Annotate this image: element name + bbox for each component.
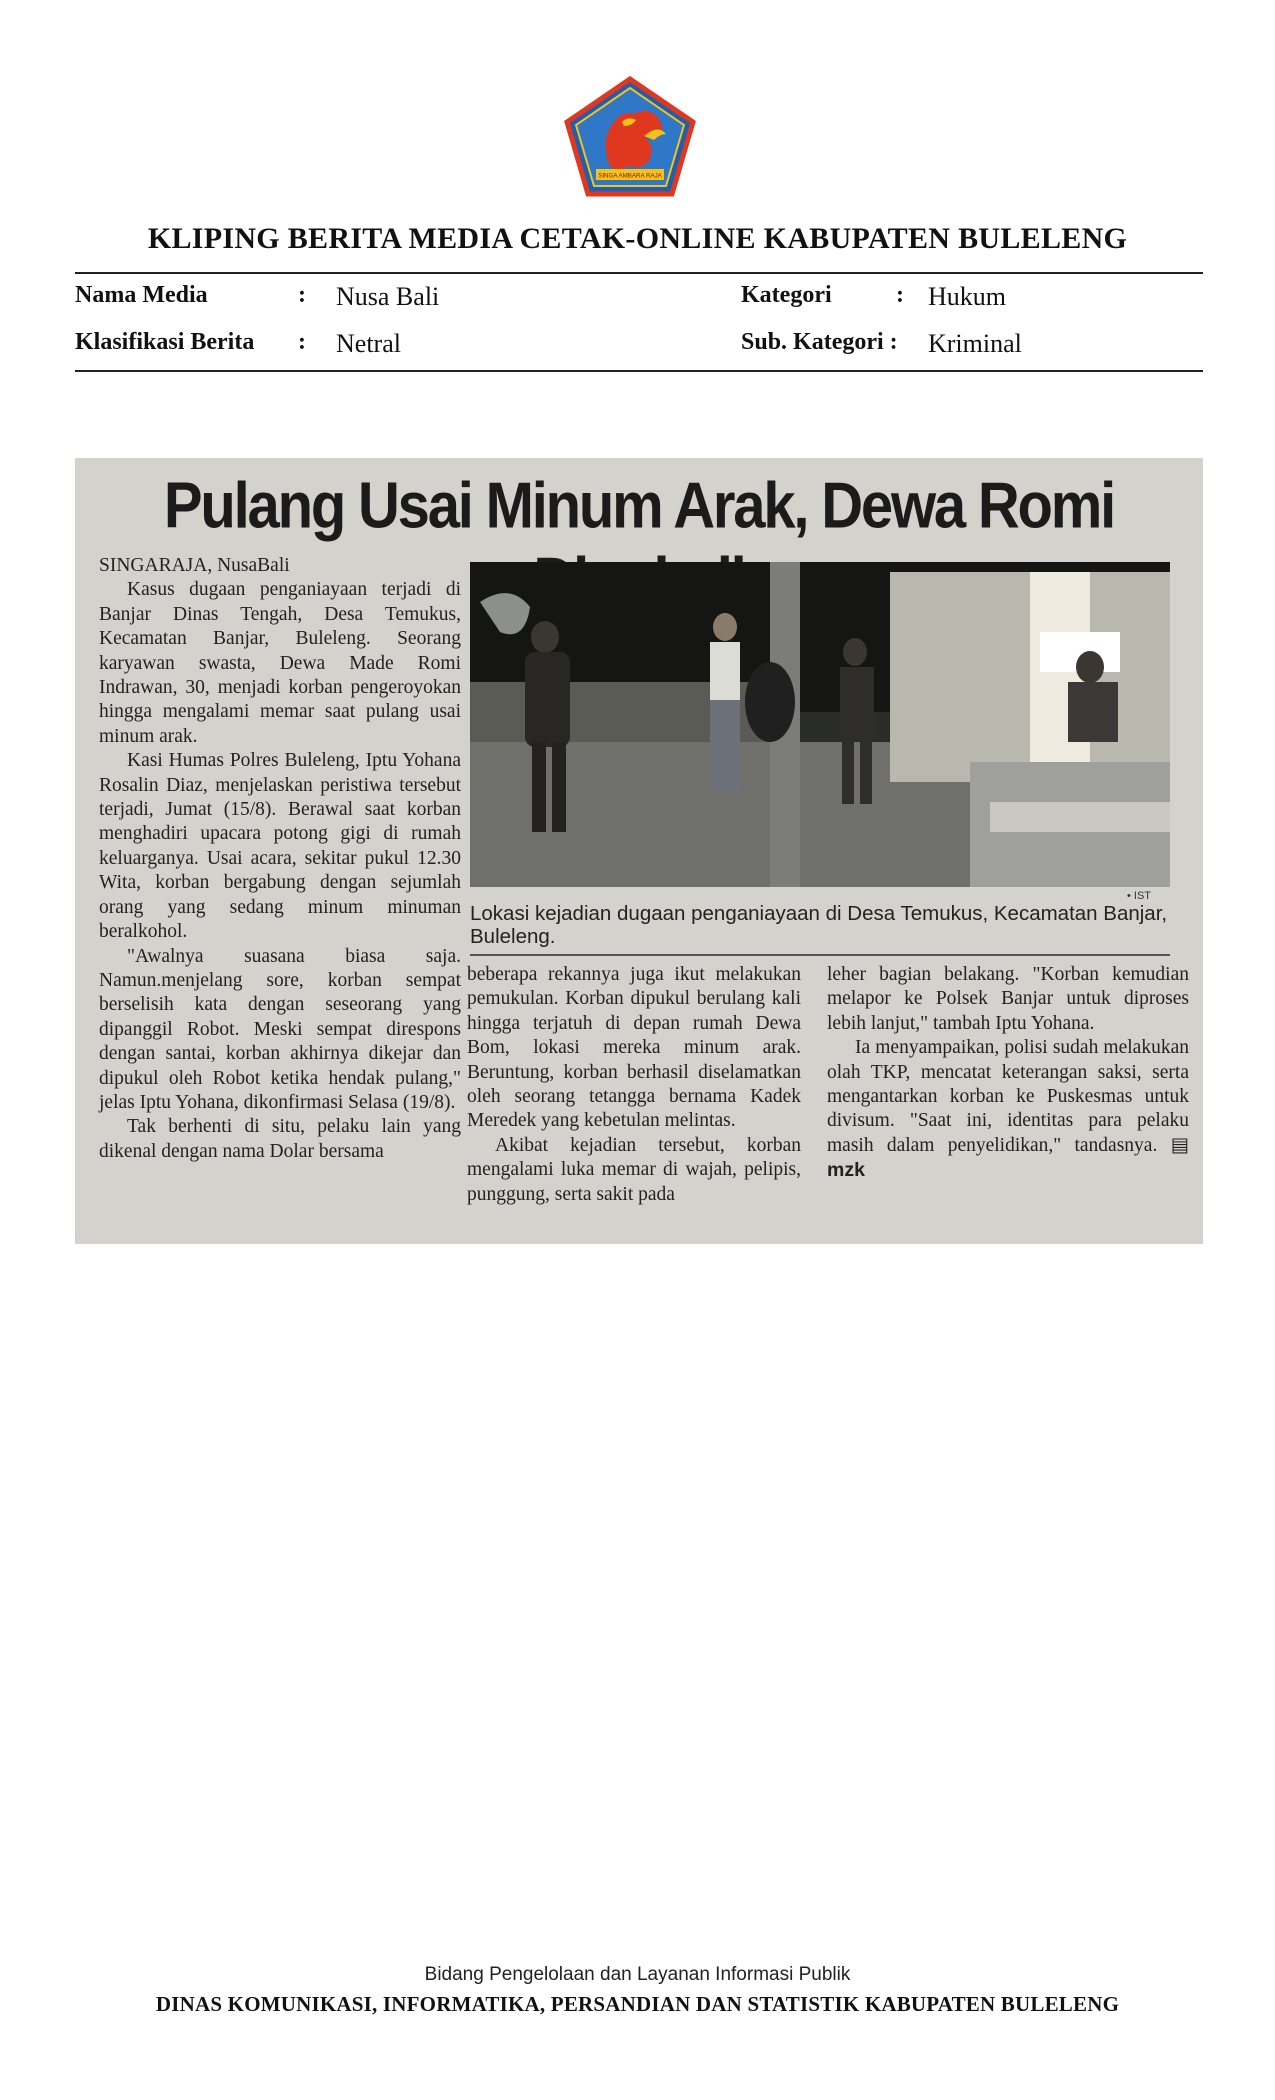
- article-paragraph: leher bagian belakang. "Korban kemudian melapor ke Polsek Banjar untuk diproses lebih lanjut," tambah Iptu Yohana.: [827, 964, 1189, 1034]
- meta-kategori-colon: :: [896, 282, 904, 308]
- meta-divider: [75, 370, 1203, 372]
- article-column-3: [827, 963, 1189, 1184]
- svg-text:SINGA AMBARA RAJA: SINGA AMBARA RAJA: [598, 172, 662, 180]
- article-paragraph: Kasi Humas Polres Buleleng, Iptu Yohana Rosalin Diaz, menjelaskan peristiwa tersebut terjadi, Jumat (15/8). Berawal saat korban menghadiri upacara potong gigi di rumah keluarganya. Usai acara, sekitar pukul 12.30 Wita, korban bergabung dengan sejumlah orang yang sedang minum minuman beralkohol.: [99, 750, 461, 943]
- author-signature: mzk: [827, 1159, 865, 1182]
- header-divider: [75, 272, 1203, 274]
- article-paragraph: Akibat kejadian tersebut, korban mengalami luka memar di wajah, pelipis, punggung, serta sakit pada: [467, 1134, 801, 1205]
- meta-nama-media-value: Nusa Bali: [336, 282, 440, 311]
- news-photo: [470, 562, 1170, 887]
- newspaper-icon: ▤: [1170, 1134, 1189, 1156]
- article-column-1: [99, 554, 461, 1164]
- article-column-2: [467, 963, 801, 1207]
- meta-kategori-label: Kategori: [741, 282, 832, 308]
- caption-divider: [470, 954, 1170, 956]
- meta-sub-kategori-label: Sub. Kategori :: [741, 329, 898, 355]
- article-paragraph: beberapa rekannya juga ikut melakukan pemukulan. Korban dipukul berulang kali hingga terjatuh di depan rumah Dewa Bom, lokasi mereka minum arak. Beruntung, korban berhasil diselamatkan oleh seorang tetangga bernama Kadek Meredek yang kebetulan melintas.: [467, 964, 801, 1132]
- document-title: KLIPING BERITA MEDIA CETAK-ONLINE KABUPATEN BULELENG: [147, 222, 1128, 255]
- footer-department: Bidang Pengelolaan dan Layanan Informasi Publik: [424, 1964, 851, 1985]
- news-clipping: [75, 458, 1203, 1244]
- meta-nama-media-label: Nama Media: [75, 282, 208, 308]
- meta-nama-media-colon: :: [298, 282, 306, 308]
- article-text: Ia menyampaikan, polisi sudah melakukan olah TKP, mencatat keterangan saksi, serta mengantarkan korban ke Puskesmas untuk divisum. "Saat ini, identitas para pelaku masih dalam penyelidikan," tandasnya.: [827, 1037, 1189, 1156]
- article-paragraph: Kasus dugaan penganiayaan terjadi di Banjar Dinas Tengah, Desa Temukus, Kecamatan Banjar, Buleleng. Seorang karyawan swasta, Dewa Made Romi Indrawan, 30, menjadi korban pengeroyokan hingga mengalami memar saat pulang usai minum arak.: [99, 579, 461, 747]
- meta-klasifikasi-value: Netral: [336, 329, 401, 358]
- meta-klasifikasi-label: Klasifikasi Berita: [75, 329, 255, 355]
- singa-ambara-raja-emblem-icon: [562, 76, 698, 198]
- meta-kategori-value: Hukum: [928, 282, 1006, 311]
- photo-credit: • IST: [1127, 890, 1152, 902]
- footer-agency: DINAS KOMUNIKASI, INFORMATIKA, PERSANDIAN DAN STATISTIK KABUPATEN BULELENG: [155, 1992, 1120, 2016]
- article-paragraph: [827, 1036, 1189, 1183]
- article-paragraph: "Awalnya suasana biasa saja. Namun.menjelang sore, korban sempat berselisih kata dengan seseorang yang dipanggil Robot. Meski sempat direspons dengan santai, korban akhirnya dikejar dan dipukul oleh Robot ketika hendak pulang," jelas Iptu Yohana, dikonfirmasi Selasa (19/8).: [99, 945, 461, 1113]
- article-headline: Pulang Usai Minum Arak, Dewa Romi: [163, 469, 1115, 542]
- article-paragraph: Tak berhenti di situ, pelaku lain yang dikenal dengan nama Dolar bersama: [99, 1116, 461, 1162]
- photo-caption: Lokasi kejadian dugaan penganiayaan di Desa Temukus, Kecamatan Banjar, Buleleng.: [470, 902, 1168, 948]
- meta-klasifikasi-colon: :: [298, 329, 306, 355]
- article-dateline: SINGARAJA, NusaBali: [99, 555, 290, 576]
- meta-sub-kategori-value: Kriminal: [928, 329, 1022, 358]
